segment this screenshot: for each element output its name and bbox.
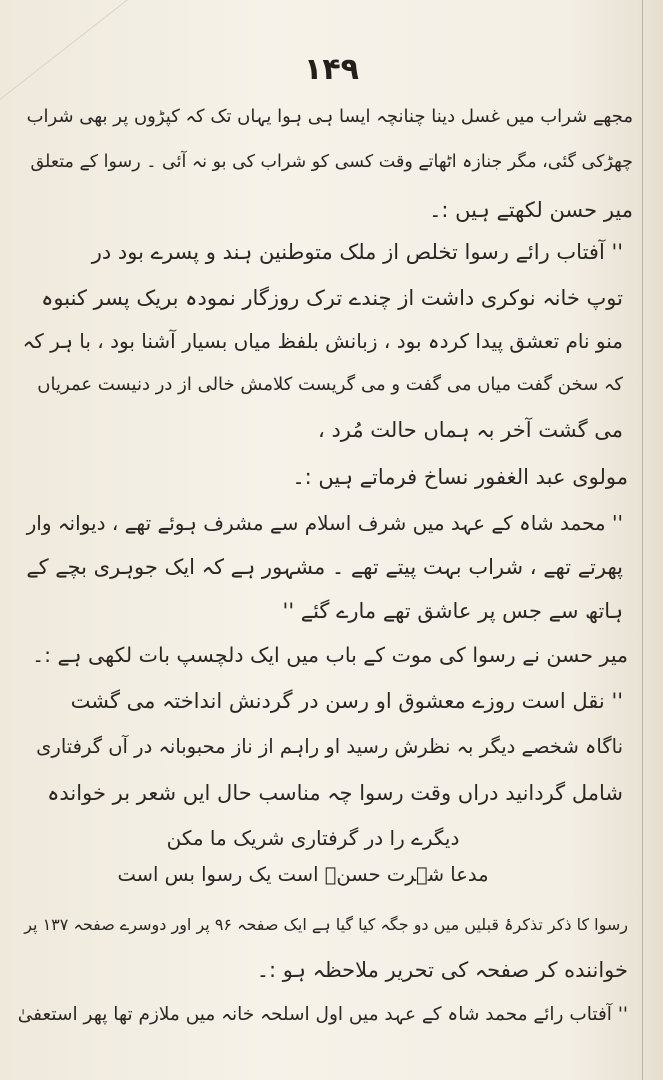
text-line: مجھے شراب میں غسل دینا چنانچہ ایسا ہی ہوا یہاں تک کہ کپڑوں پر بھی شراب	[26, 106, 633, 127]
quote-line: '' آفتاب رائے محمد شاہ کے عہد میں اول اسلحہ خانہ میں ملازم تھا پھر استعفیٰ	[17, 1004, 628, 1025]
text-line: میر حسن لکھتے ہیں :۔	[429, 198, 633, 222]
quote-line: ہاتھ سے جس پر عاشق تھے مارے گئے ''	[282, 599, 623, 623]
text-line: چھڑکی گئی، مگر جنازہ اٹھاتے وقت کسی کو شراب کی بو نہ آئی ۔ رسوا کے متعلق	[30, 152, 633, 172]
quote-line: پھرتے تھے ، شراب بہت پیتے تھے ۔ مشہور ہے کہ ایک جوہری بچے کے	[26, 555, 623, 579]
page-edge-line	[642, 0, 643, 1080]
text-line: خواننده کر صفحہ کی تحریر ملاحظہ ہو :۔	[256, 958, 628, 982]
text-line: رسوا کا ذکر تذکرۂ قبلیں میں دو جگہ کیا گیا ہے ایک صفحہ ۹۶ پر اور دوسرے صفحہ ۱۳۷ پر	[24, 915, 628, 934]
quote-line: توپ خانہ نوکری داشت از چندے ترک روزگار نمودہ بریک پسر کنبوہ	[41, 286, 623, 310]
text-line: میر حسن نے رسوا کی موت کے باب میں ایک دلچسپ بات لکھی ہے :۔	[32, 643, 628, 667]
quote-line: می گشت آخر بہ ہماں حالت مُرد ،	[317, 418, 623, 442]
quote-line: کہ سخن گفت میاں می گفت و می گریست کلامش خالی از در دنیست عمریاں	[37, 374, 623, 395]
quote-line: شامل گردانید دراں وقت رسوا چہ مناسب حال ایں شعر بر خواندہ	[47, 781, 623, 805]
couplet-line: مدعا شہرت حسنؔ است یک رسوا بس است	[117, 863, 489, 886]
quote-line: '' آفتاب رائے رسوا تخلص از ملک متوطنین ہند و پسرے بود در	[91, 240, 623, 264]
quote-line: منو نام تعشق پیدا کردہ بود ، زبانش بلفظ میاں بسیار آشنا بود ، با ہر کہ	[22, 329, 623, 353]
text-line: مولوی عبد الغفور نساخ فرماتے ہیں :۔	[292, 465, 628, 489]
couplet-line: دیگرے را در گرفتاری شریک ما مکن	[166, 826, 460, 850]
quote-line: ناگاہ شخصے دیگر بہ نظرش رسید او راہم از ناز محبوبانہ در آں گرفتاری	[36, 735, 623, 758]
page-number: ۱۴۹	[304, 52, 359, 87]
quote-line: '' نقل است روزے معشوق او رسن در گردنش انداختہ می گشت	[70, 689, 623, 713]
quote-line: '' محمد شاہ کے عہد میں شرف اسلام سے مشرف ہوئے تھے ، دیوانہ وار	[26, 511, 623, 535]
